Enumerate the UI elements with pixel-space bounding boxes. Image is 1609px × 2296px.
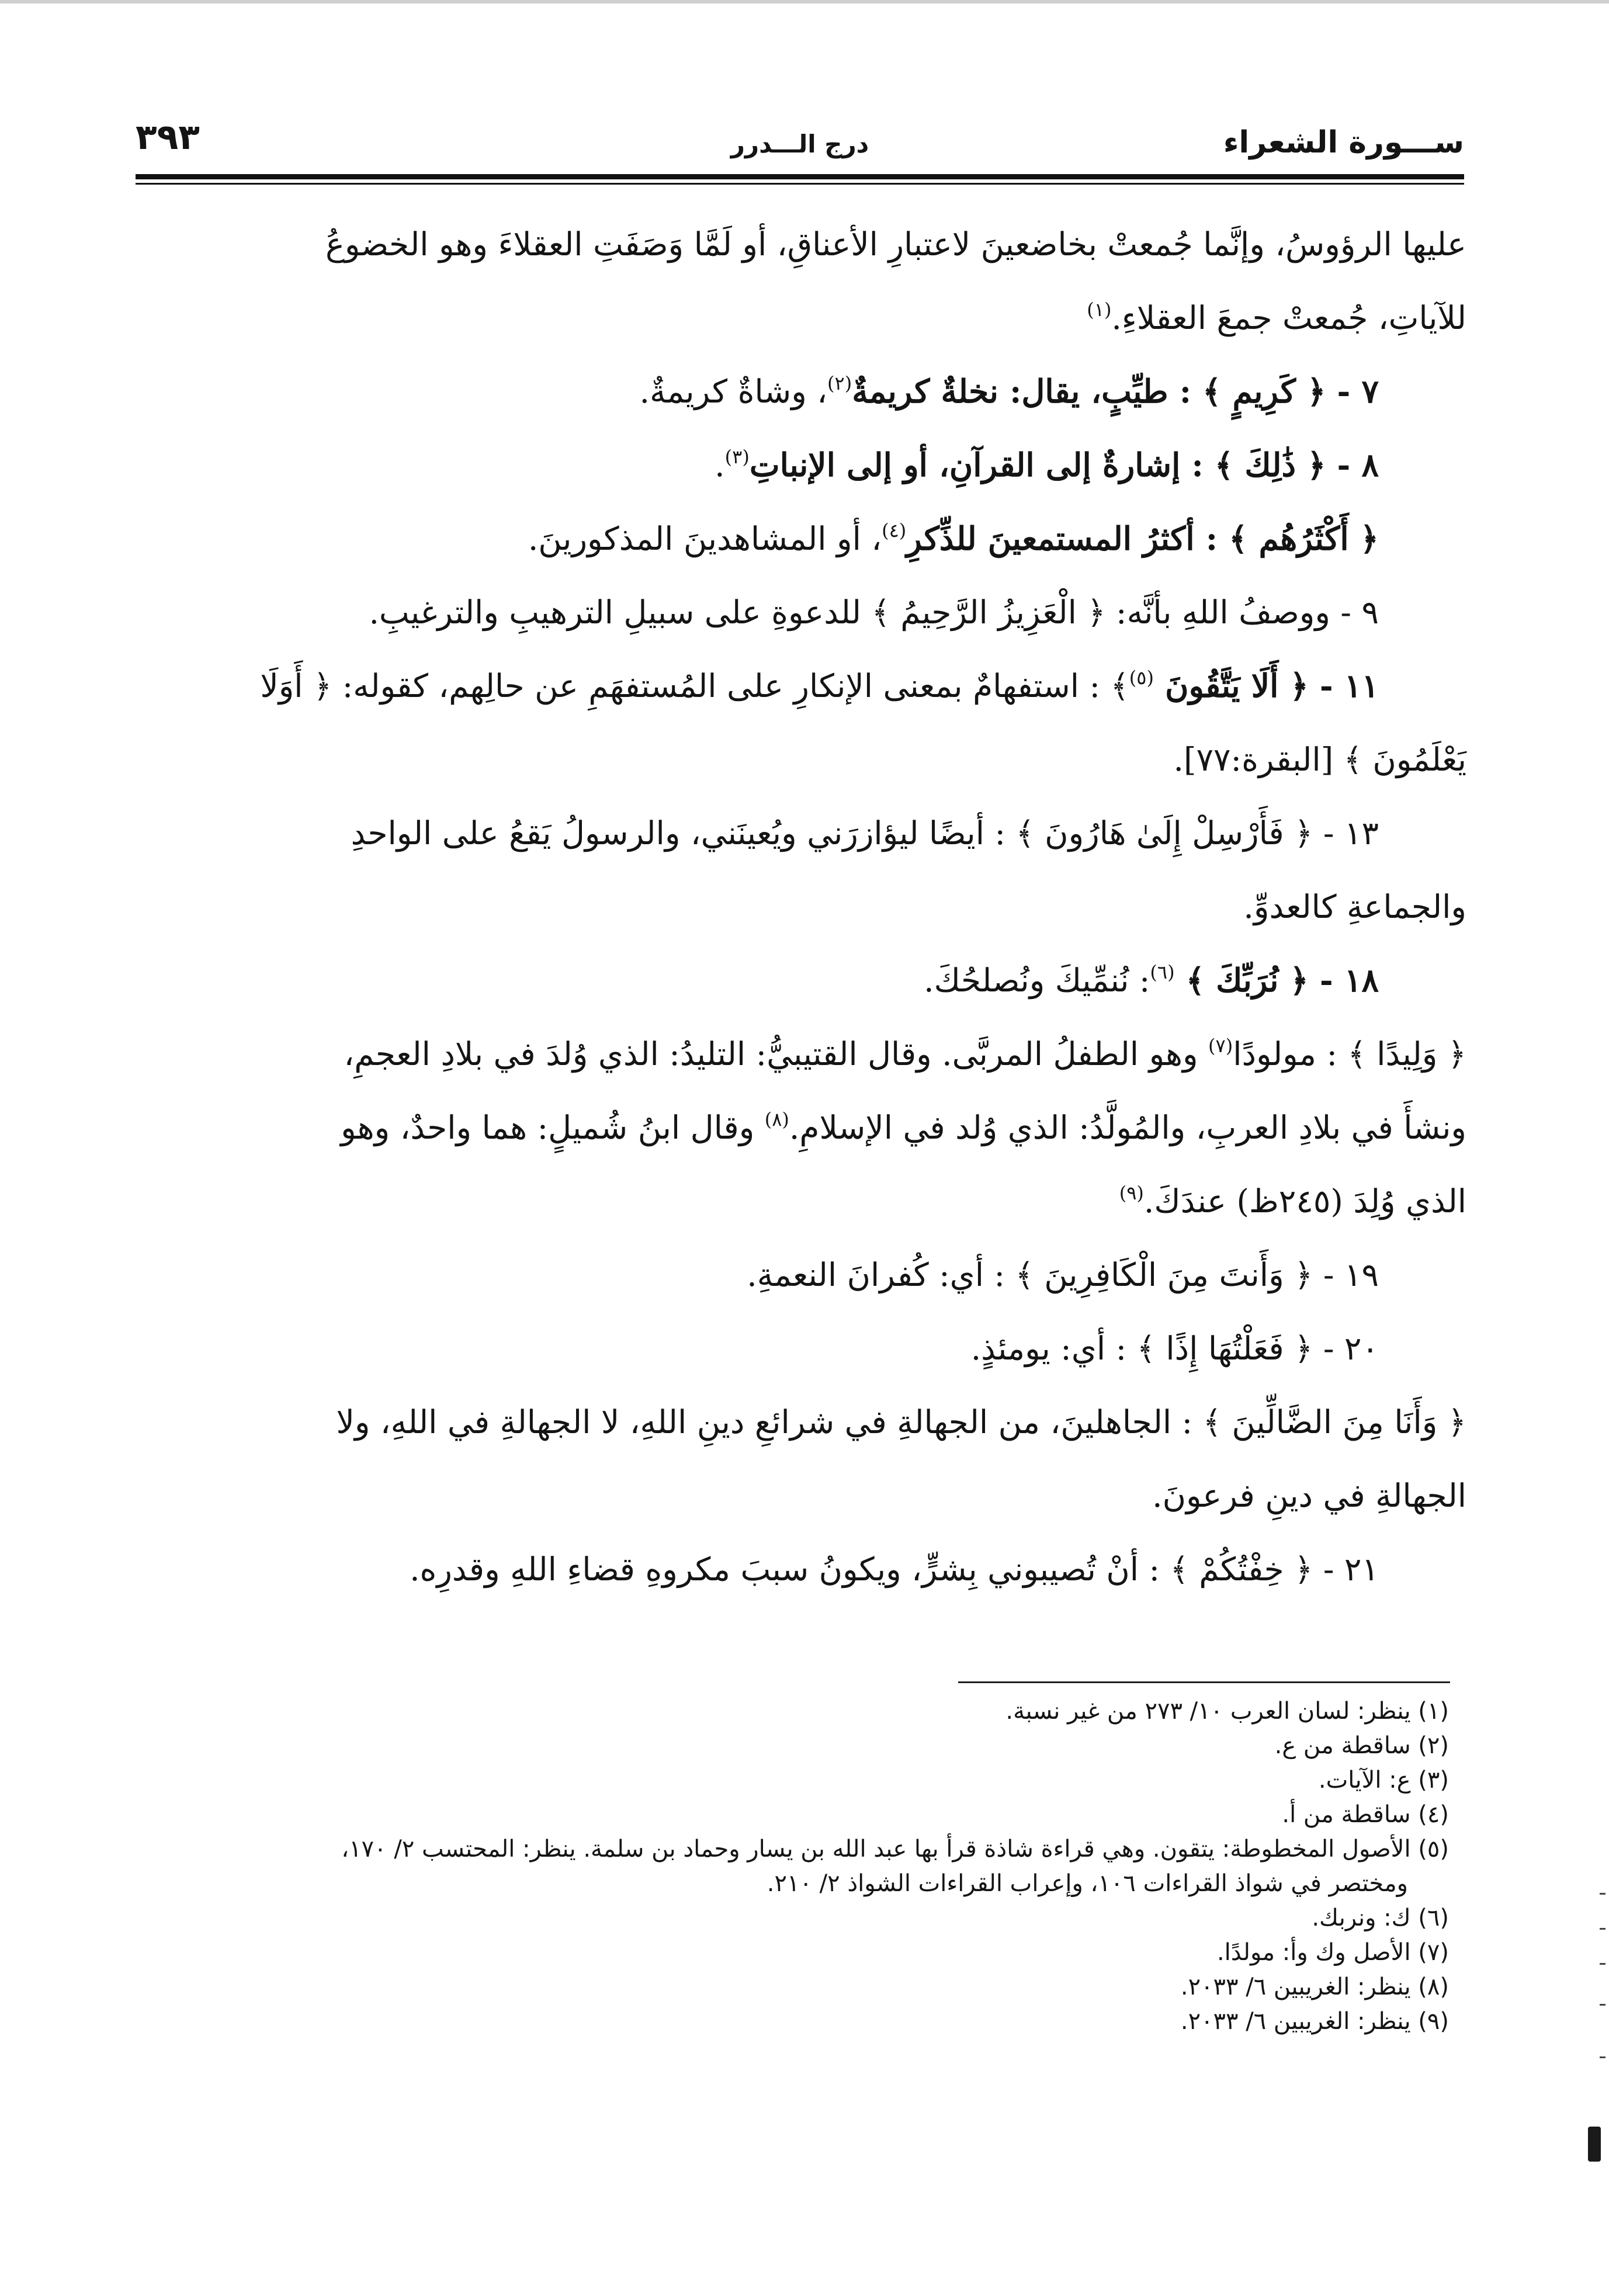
text-line: ﴿ أَكْثَرُهُم ﴾ : أكثرُ المستمعينَ للذِّكرِ$^{(٤)}$، أو المشاهدينَ المذكورينَ.	[528, 519, 1379, 557]
footnote-ref[interactable]: (٧)	[1208, 1035, 1233, 1057]
text-line: ﴿ وَأَنَا مِنَ الضَّالِّينَ ﴾ : الجاهلينَ، من الجهالةِ في شرائعِ دينِ اللهِ، لا الجهالةِ في اللهِ، ولا	[336, 1403, 1466, 1441]
header-rule-thin	[136, 183, 1464, 185]
footnote-ref[interactable]: (٥)	[1129, 667, 1154, 689]
footnote-ref[interactable]: (٦)	[1150, 961, 1175, 983]
text-line: الجهالةِ في دينِ فرعونَ.	[1152, 1477, 1466, 1514]
page-number: ٣٩٣	[136, 117, 200, 158]
footnote: (٩) ينظر: الغريبين ٦/ ٢٠٣٣.	[1180, 2008, 1449, 2035]
footnote-ref[interactable]: (٤)	[882, 519, 907, 542]
text-line: ٢٠ - ﴿ فَعَلْتُهَا إِذًا ﴾ : أي: يومئذٍ.	[970, 1330, 1379, 1367]
footnote: (٧) الأصل وك وأ: مولدًا.	[1216, 1939, 1449, 1966]
text-line: يَعْلَمُونَ ﴾ [البقرة:٧٧].	[1173, 741, 1466, 778]
text-line: ونشأَ في بلادِ العربِ، والمُولَّدُ: الذي وُلد في الإسلامِ.$^{(٨)}$ وقال ابنُ شُميلٍ: هما واحدٌ، وهو	[341, 1108, 1466, 1146]
footnote: (٢) ساقطة من ع.	[1274, 1732, 1449, 1759]
text-line: ٧ - ﴿ كَرِيمٍ ﴾ : طيِّبٍ، يقال: نخلةٌ كريمةٌ$^{(٢)}$، وشاةٌ كريمةٌ.	[639, 372, 1379, 410]
footnote-ref[interactable]: (٨)	[764, 1108, 789, 1130]
text-line: ٢١ - ﴿ خِفْتُكُمْ ﴾ : أنْ تُصيبوني بِشرٍّ، ويكونُ سببَ مكروهِ قضاءِ اللهِ وقدرِه.	[410, 1551, 1379, 1588]
footnote-separator	[958, 1681, 1450, 1683]
book-title: درج الـــدرر	[730, 130, 869, 158]
scan-margin-mark	[1600, 1963, 1605, 1965]
scan-margin-mark	[1600, 2056, 1605, 2058]
footnote-ref[interactable]: (٢)	[827, 372, 852, 394]
footnote: (٦) ك: ونربك.	[1312, 1905, 1449, 1931]
scan-margin-mark	[1600, 2004, 1605, 2006]
scan-margin-mark	[1600, 1893, 1605, 1895]
scan-margin-mark	[1600, 1928, 1605, 1930]
text-line: ٨ - ﴿ ذَٰلِكَ ﴾ : إشارةٌ إلى القرآنِ، أو إلى الإنباتِ$^{(٣)}$.	[715, 446, 1379, 484]
footnote-ref[interactable]: (٩)	[1119, 1182, 1144, 1204]
text-line: ١١ - ﴿ أَلَا يَتَّقُونَ $^{(٥)}$﴾ : استفهامٌ بمعنى الإنكارِ على المُستفهَمِ عن حالِهم، كقوله: ﴿ أَوَلَا	[260, 667, 1379, 705]
scan-margin-tab	[1588, 2127, 1601, 2162]
header-rule-thick	[136, 174, 1464, 179]
text-line: ﴿ وَلِيدًا ﴾ : مولودًا$^{(٧)}$ وهو الطفلُ المربَّى. وقال القتيبيُّ: التليدُ: الذي وُلدَ في بلادِ العجمِ،	[344, 1035, 1466, 1073]
page-header	[136, 117, 1464, 164]
main-text	[117, 207, 1466, 1606]
text-line: عليها الرؤوسُ، وإنَّما جُمعتْ بخاضعينَ لاعتبارِ الأعناقِ، أو لَمَّا وَصَفَتِ العقلاءَ وهو الخضوعُ	[325, 226, 1466, 263]
footnote: (٣) ع: الآيات.	[1318, 1767, 1449, 1794]
text-line: ١٩ - ﴿ وَأَنتَ مِنَ الْكَافِرِينَ ﴾ : أي: كُفرانَ النعمةِ.	[747, 1256, 1379, 1293]
text-line: ١٨ - ﴿ نُرَبِّكَ ﴾ $^{(٦)}$: نُنمِّيكَ ونُصلحُكَ.	[924, 961, 1379, 999]
footnote: (١) ينظر: لسان العرب ١٠/ ٢٧٣ من غير نسبة.	[1005, 1698, 1449, 1725]
text-line: ١٣ - ﴿ فَأَرْسِلْ إِلَىٰ هَارُونَ ﴾ : أيضًا ليؤازرَني ويُعينَني، والرسولُ يَقعُ على الواحدِ	[351, 814, 1379, 852]
text-line: الذي وُلِدَ (٢٤٥ظ) عندَكَ.$^{(٩)}$	[1119, 1182, 1466, 1220]
text-line: والجماعةِ كالعدوِّ.	[1243, 888, 1466, 925]
text-line: ٩ - ووصفُ اللهِ بأنَّه: ﴿ الْعَزِيزُ الرَّحِيمُ ﴾ للدعوةِ على سبيلِ الترهيبِ والترغيبِ.	[369, 594, 1379, 631]
surah-title: ســـورة الشعراء	[1223, 125, 1464, 160]
footnote: (٨) ينظر: الغريبين ٦/ ٢٠٣٣.	[1180, 1974, 1449, 2000]
footnotes	[117, 1694, 1449, 2039]
footnote: (٥) الأصول المخطوطة: يتقون. وهي قراءة شاذة قرأ بها عبد الله بن يسار وحماد بن سلمة. ينظر: المحتسب ٢/ ١٧٠،	[341, 1836, 1449, 1863]
footnote-ref[interactable]: (٣)	[724, 446, 750, 468]
footnote: (٤) ساقطة من أ.	[1282, 1801, 1449, 1828]
page-top-edge	[0, 0, 1609, 4]
footnote-continuation: ومختصر في شواذ القراءات ١٠٦، وإعراب القراءات الشواذ ٢/ ٢١٠.	[767, 1870, 1408, 1897]
footnote-ref[interactable]: (١)	[1087, 299, 1112, 321]
text-line: للآياتِ، جُمعتْ جمعَ العقلاءِ.$^{(١)}$	[1087, 299, 1466, 337]
